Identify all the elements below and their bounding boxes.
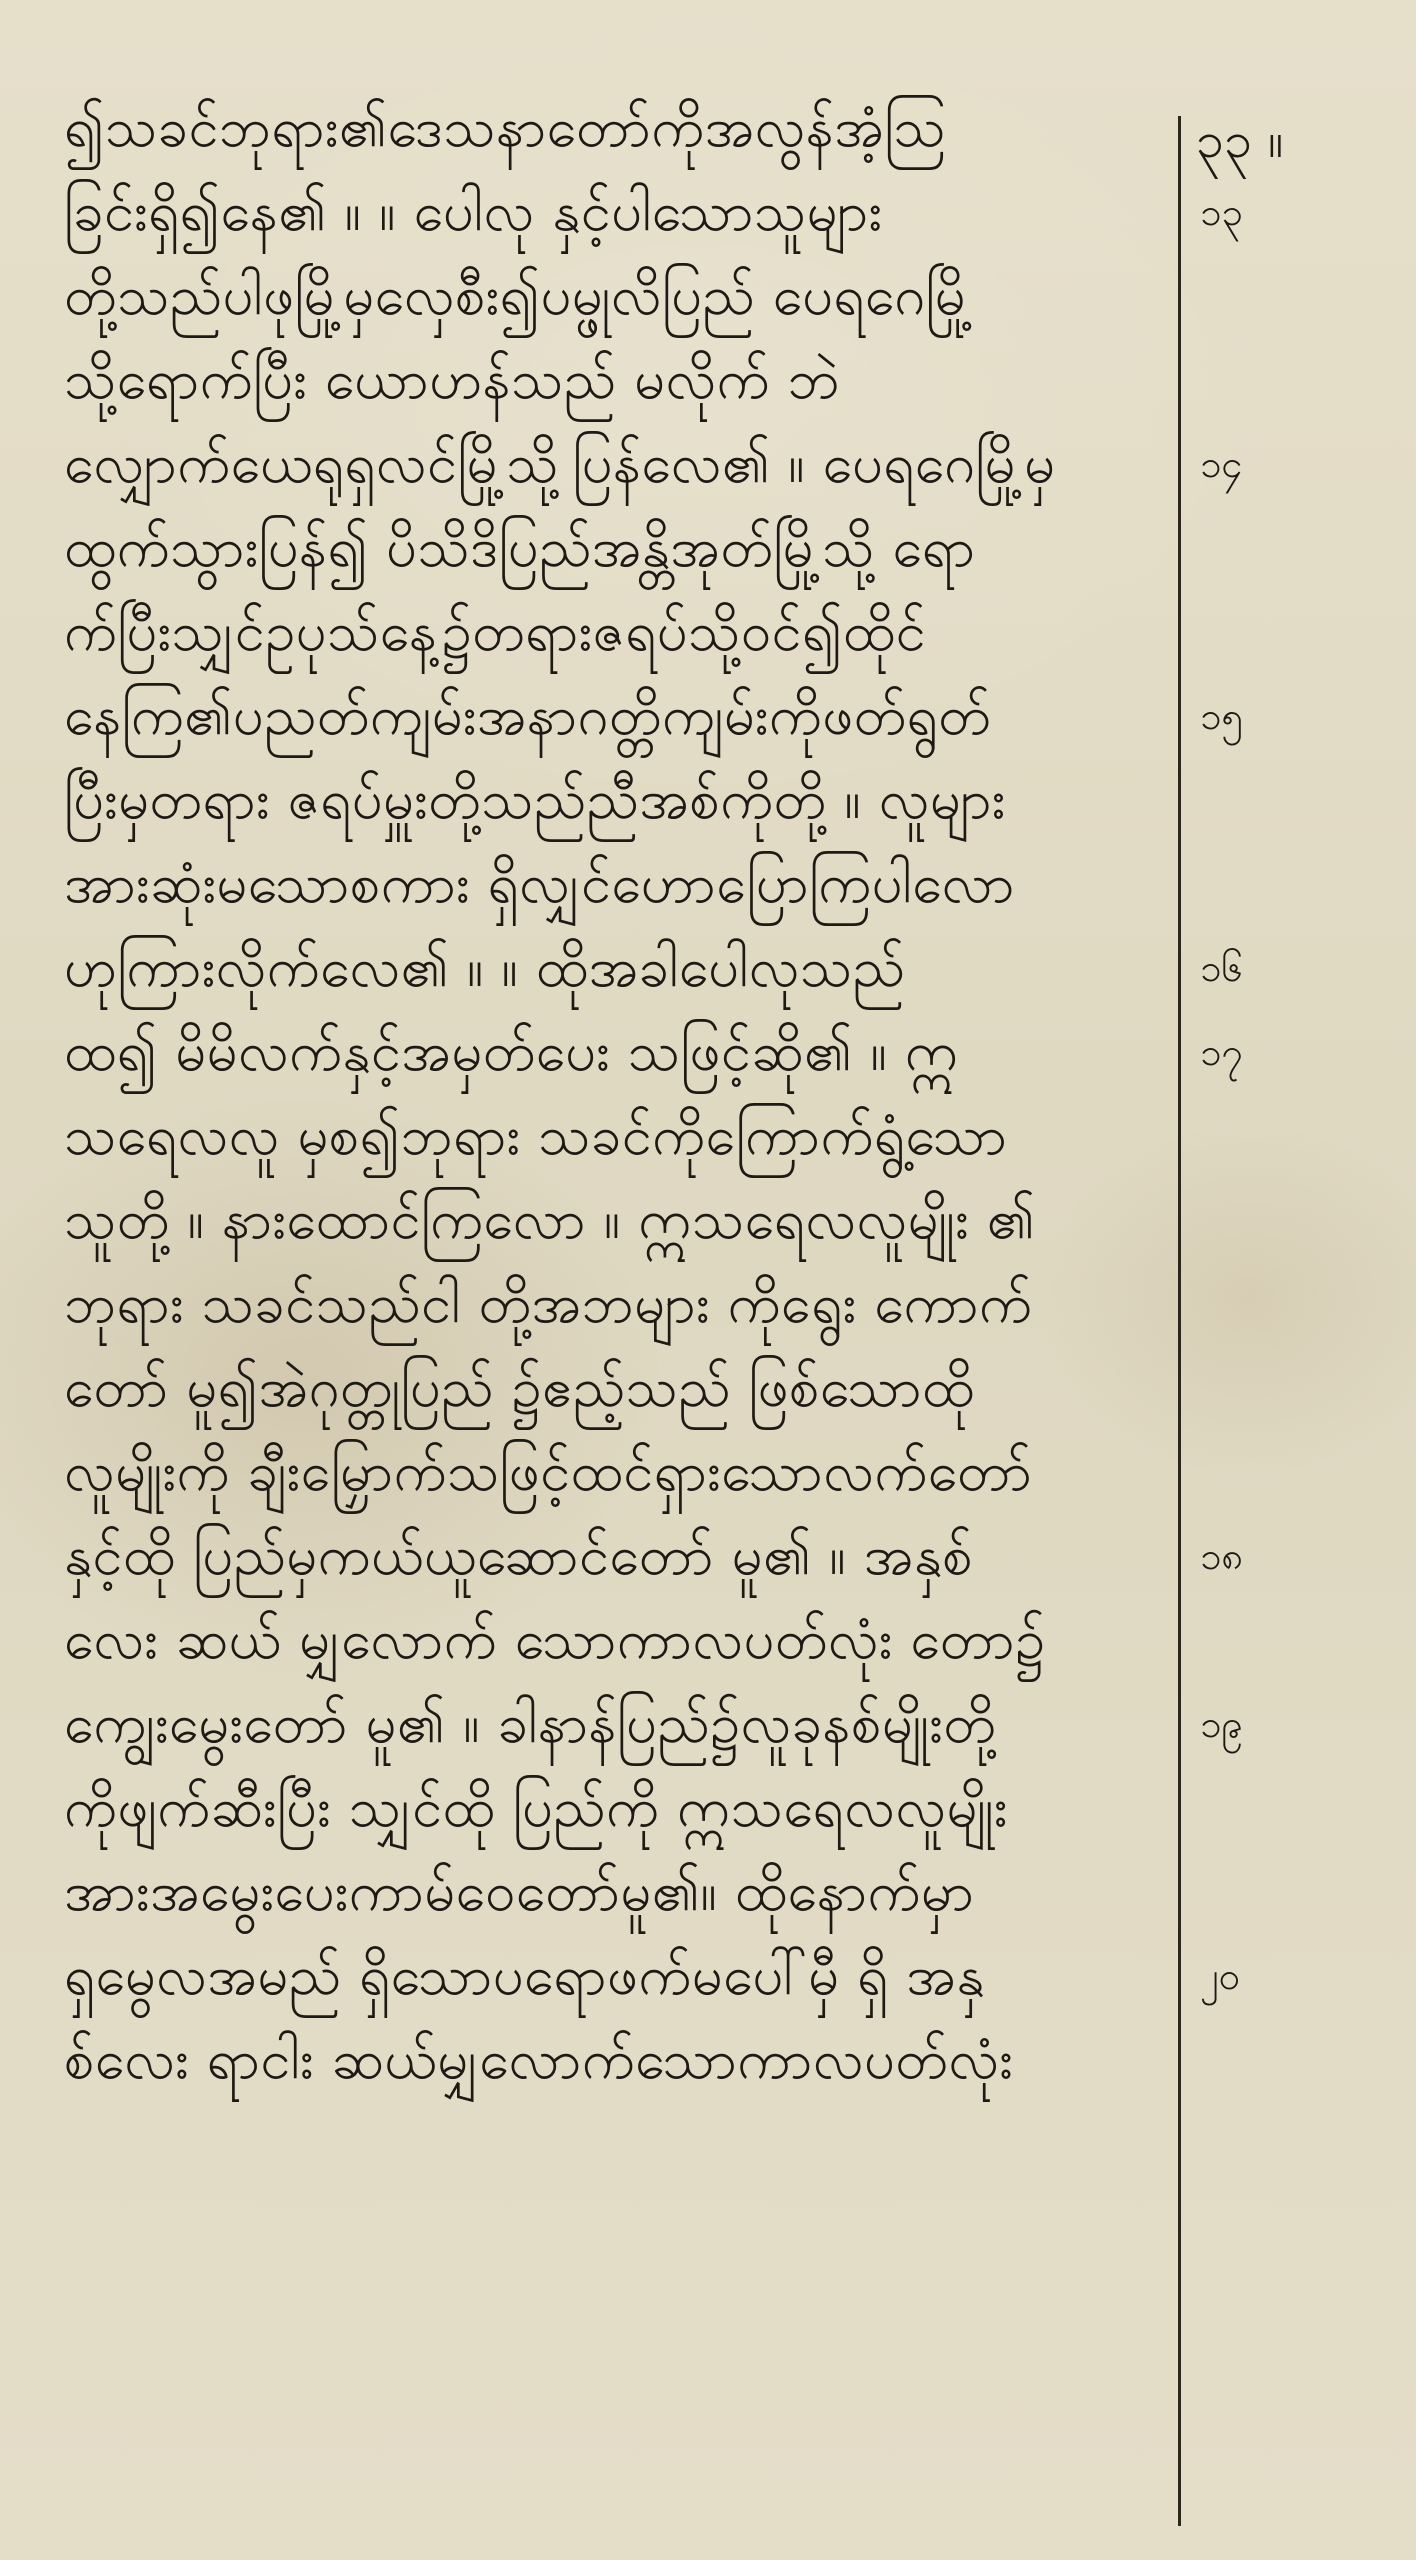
verse-marker: ၂၀ xyxy=(1200,1954,1241,1998)
text-line: လူမျိုးကို ချီးမြှောက်သဖြင့်ထင်ရှားသောလက်တော် xyxy=(64,1440,1033,1503)
text-line: တို့သည်ပါဖုမြို့မှလှေစီး၍ပမ္ဖုလိပြည် ပေရဂေမြို့ xyxy=(64,264,975,327)
margin-rule xyxy=(1178,116,1181,2526)
text-line: ကိုဖျက်ဆီးပြီး သျှင်ထို ပြည်ကို ဣသရေလလူမျိုး xyxy=(64,1776,1008,1839)
text-line: က်ပြီးသျှင်ဥပုသ်နေ့၌တရားဇရပ်သို့ဝင်၍ထိုင် xyxy=(64,600,927,663)
text-line: ဘုရား သခင်သည်ငါ တို့အဘများ ကိုရွေး ကောက် xyxy=(64,1272,1033,1335)
text-line: သို့ရောက်ပြီး ယောဟန်သည် မလိုက် ဘဲ xyxy=(64,348,841,411)
text-line: တော် မူ၍အဲဂုတ္တုပြည် ၌ဧည့်သည် ဖြစ်သောထို xyxy=(64,1356,975,1419)
body-text xyxy=(64,86,1144,2102)
text-line: ပြီးမှတရား ဇရပ်မှူးတို့သည်ညီအစ်ကိုတို့ ။ လူများ xyxy=(64,768,1006,831)
text-line: သူတို့ ။ နားထောင်ကြလော ။ ဣသရေလလူမျိုး ၏ xyxy=(64,1188,1036,1251)
page-number: ၃၃ ။ xyxy=(1196,111,1284,169)
verse-marker: ၁၄ xyxy=(1200,442,1243,486)
text-line: စ်လေး ရာငါး ဆယ်မျှလောက်သောကာလပတ်လုံး xyxy=(64,2028,1014,2091)
text-line: နေကြ၏ပညတ်ကျမ်းအနာဂတ္တိကျမ်းကိုဖတ်ရွတ် xyxy=(64,684,992,747)
text-line: ထွက်သွားပြန်၍ ပိသိဒိပြည်အန္တိအုတ်မြို့သို့ ရော xyxy=(64,516,976,579)
text-line: ခြင်းရှိ၍နေ၏ ။ ။ ပေါလု နှင့်ပါသောသူများ xyxy=(64,180,883,243)
text-line: လျှောက်ယေရုရှလင်မြို့သို့ပြန်လေ၏ ။ ပေရဂေမြို့မှ xyxy=(64,432,1056,495)
verse-marker: ၁၆ xyxy=(1200,946,1243,990)
verse-marker: ၁၇ xyxy=(1200,1030,1243,1074)
text-line: လေး ဆယ် မျှလောက် သောကာလပတ်လုံး တော၌ xyxy=(64,1608,1046,1671)
verse-marker: ၁၅ xyxy=(1200,694,1243,738)
text-line: ကျွေးမွေးတော် မူ၏ ။ ခါနာန်ပြည်၌လူခုနစ်မျိုးတို့ xyxy=(64,1692,997,1755)
text-line: သရေလလူ မှစ၍ဘုရား သခင်ကိုကြောက်ရွံ့သော xyxy=(64,1104,1008,1167)
verse-marker: ၁၈ xyxy=(1200,1534,1244,1578)
text-line: နှင့်ထို ပြည်မှကယ်ယူဆောင်တော် မူ၏ ။ အနှစ် xyxy=(64,1524,974,1587)
text-line: ဟုကြားလိုက်လေ၏ ။ ။ ထိုအခါပေါလုသည် xyxy=(64,936,906,999)
text-line: ရှမွေလအမည် ရှိသောပရောဖက်မပေါ်မှီ ရှိ အနှ xyxy=(64,1944,985,2007)
verse-marker: ၁၃ xyxy=(1200,190,1243,234)
text-line: ထ၍ မိမိလက်နှင့်အမှတ်ပေး သဖြင့်ဆို၏ ။ ဣ xyxy=(64,1020,959,1083)
text-line: အားဆုံးမသောစကား ရှိလျှင်ဟောပြောကြပါလော xyxy=(64,852,1015,915)
verse-marker: ၁၉ xyxy=(1200,1702,1243,1746)
text-line: ၍သခင်ဘုရား၏ဒေသနာတော်ကိုအလွန်အံ့ဩ xyxy=(64,96,947,159)
text-line: အားအမွေးပေးကာမ်ဝေတော်မူ၏။ ထိုနောက်မှာ xyxy=(64,1860,975,1923)
